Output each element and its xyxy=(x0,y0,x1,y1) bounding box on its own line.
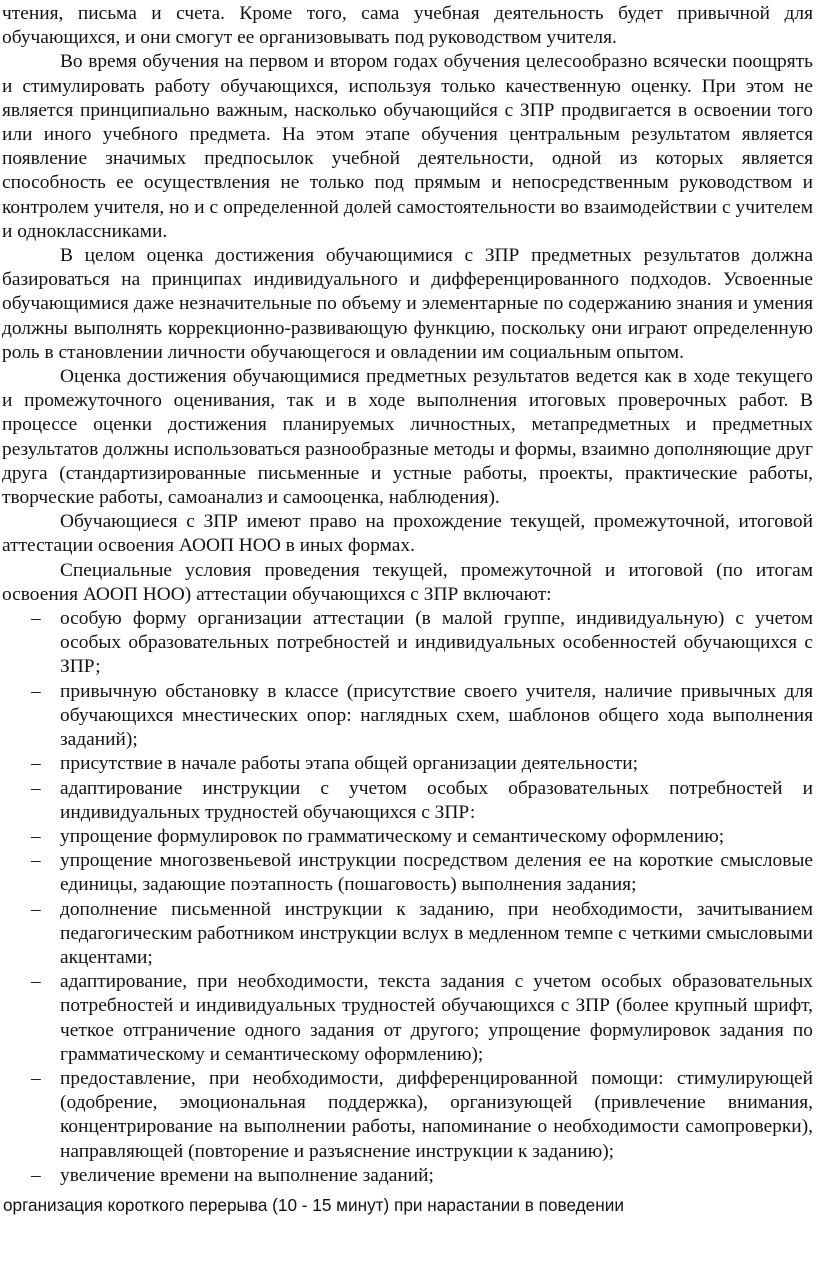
list-dash: – xyxy=(31,753,41,775)
list-item-text: особую форму организации аттестации (в малой группе, индивидуальную) с учетом особых образовательных потребностей и индивидуальных особенностей обучающихся с ЗПР; xyxy=(60,608,813,678)
paragraph: Обучающиеся с ЗПР имеют право на прохождение текущей, промежуточной, итоговой аттестации освоения АООП НОО в иных формах. xyxy=(2,511,813,557)
list-item xyxy=(2,825,813,849)
list-dash: – xyxy=(31,898,41,920)
list-item xyxy=(2,607,813,680)
list-item xyxy=(2,777,813,825)
list-item xyxy=(2,970,813,1067)
paragraph: В целом оценка достижения обучающимися с ЗПР предметных результатов должна базироваться на принципах индивидуального и дифференцированного подходов. Усвоенные обучающимися даже незначительные по объему и элементарные по содержанию знания и умения должны выполнять коррекционно-развивающую функцию, поскольку они играют определенную роль в становлении личности обучающегося и овладении им социальным опытом. xyxy=(2,245,813,363)
paragraph-list-intro: Специальные условия проведения текущей, промежуточной и итоговой (по итогам освоения АООП НОО) аттестации обучающихся с ЗПР включают: xyxy=(2,559,813,605)
list-item xyxy=(2,752,813,776)
conditions-list xyxy=(2,607,813,1188)
list-item-text: привычную обстановку в классе (присутствие своего учителя, наличие привычных для обучающихся мнестических опор: наглядных схем, шаблонов общего хода выполнения заданий); xyxy=(60,680,813,751)
list-dash: – xyxy=(31,971,41,993)
list-dash: – xyxy=(31,680,41,702)
list-dash: – xyxy=(31,1067,41,1089)
list-item-text: дополнение письменной инструкции к заданию, при необходимости, зачитыванием педагогическим работником инструкции вслух в медленном темпе с четкими смысловыми акцентами; xyxy=(60,898,813,968)
list-item-text: упрощение формулировок по грамматическому и семантическому оформлению; xyxy=(60,825,725,847)
list-dash: – xyxy=(31,777,41,799)
list-dash: – xyxy=(31,850,41,872)
list-item-text: адаптирование инструкции с учетом особых образовательных потребностей и индивидуальных трудностей обучающихся с ЗПР: xyxy=(60,777,813,823)
list-item-text: присутствие в начале работы этапа общей организации деятельности; xyxy=(60,753,638,775)
paragraph: Оценка достижения обучающимися предметных результатов ведется как в ходе текущего и промежуточного оценивания, так и в ходе выполнения итоговых проверочных работ. В процессе оценки достижения планируемых личностных, метапредметных и предметных результатов должны использоваться разнообразные методы и формы, взаимно дополняющие друг друга (стандартизированные письменные и устные работы, проекты, практические работы, творческие работы, самоанализ и самооценка, наблюдения). xyxy=(2,366,813,509)
list-item xyxy=(2,680,813,753)
list-item xyxy=(2,1067,813,1164)
footer-line: организация короткого перерыва (10 - 15 минут) при нарастании в поведении xyxy=(3,1194,624,1215)
paragraph: Во время обучения на первом и втором годах обучения целесообразно всячески поощрять и стимулировать работу обучающихся, используя только качественную оценку. При этом не является принципиально важным, насколько обучающийся с ЗПР продвигается в освоении того или иного учебного предмета. На этом этапе обучения центральным результатом является появление значимых предпосылок учебной деятельности, одной из которых является способность ее осуществления не только под прямым и непосредственным руководством и контролем учителя, но и с определенной долей самостоятельности во взаимодействии с учителем и одноклассниками. xyxy=(2,51,813,242)
list-item-text: адаптирование, при необходимости, текста задания с учетом особых образовательных потребностей и индивидуальных трудностей обучающихся с ЗПР (более крупный шрифт, четкое отграничение одного задания от другого; упрощение формулировок задания по грамматическому и семантическому оформлению); xyxy=(60,971,813,1065)
list-item xyxy=(2,849,813,897)
list-dash: – xyxy=(31,608,41,630)
list-item xyxy=(2,1164,813,1188)
list-item-text: предоставление, при необходимости, дифференцированной помощи: стимулирующей (одобрение, эмоциональная поддержка), организующей (привлечение внимания, концентрирование на выполнении работы, напоминание о необходимости самопроверки), направляющей (повторение и разъяснение инструкции к заданию); xyxy=(60,1067,813,1162)
list-dash: – xyxy=(31,1164,41,1186)
list-dash: – xyxy=(31,825,41,847)
list-item-text: упрощение многозвеньевой инструкции посредством деления ее на короткие смысловые единицы, задающие поэтапность (пошаговость) выполнения задания; xyxy=(60,850,813,896)
list-item-text: увеличение времени на выполнение заданий; xyxy=(60,1164,434,1186)
body-text xyxy=(2,0,813,607)
paragraph-continuation: чтения, письма и счета. Кроме того, сама учебная деятельность будет привычной для обучающихся, и они смогут ее организовывать под руководством учителя. xyxy=(2,3,813,49)
list-item xyxy=(2,898,813,971)
